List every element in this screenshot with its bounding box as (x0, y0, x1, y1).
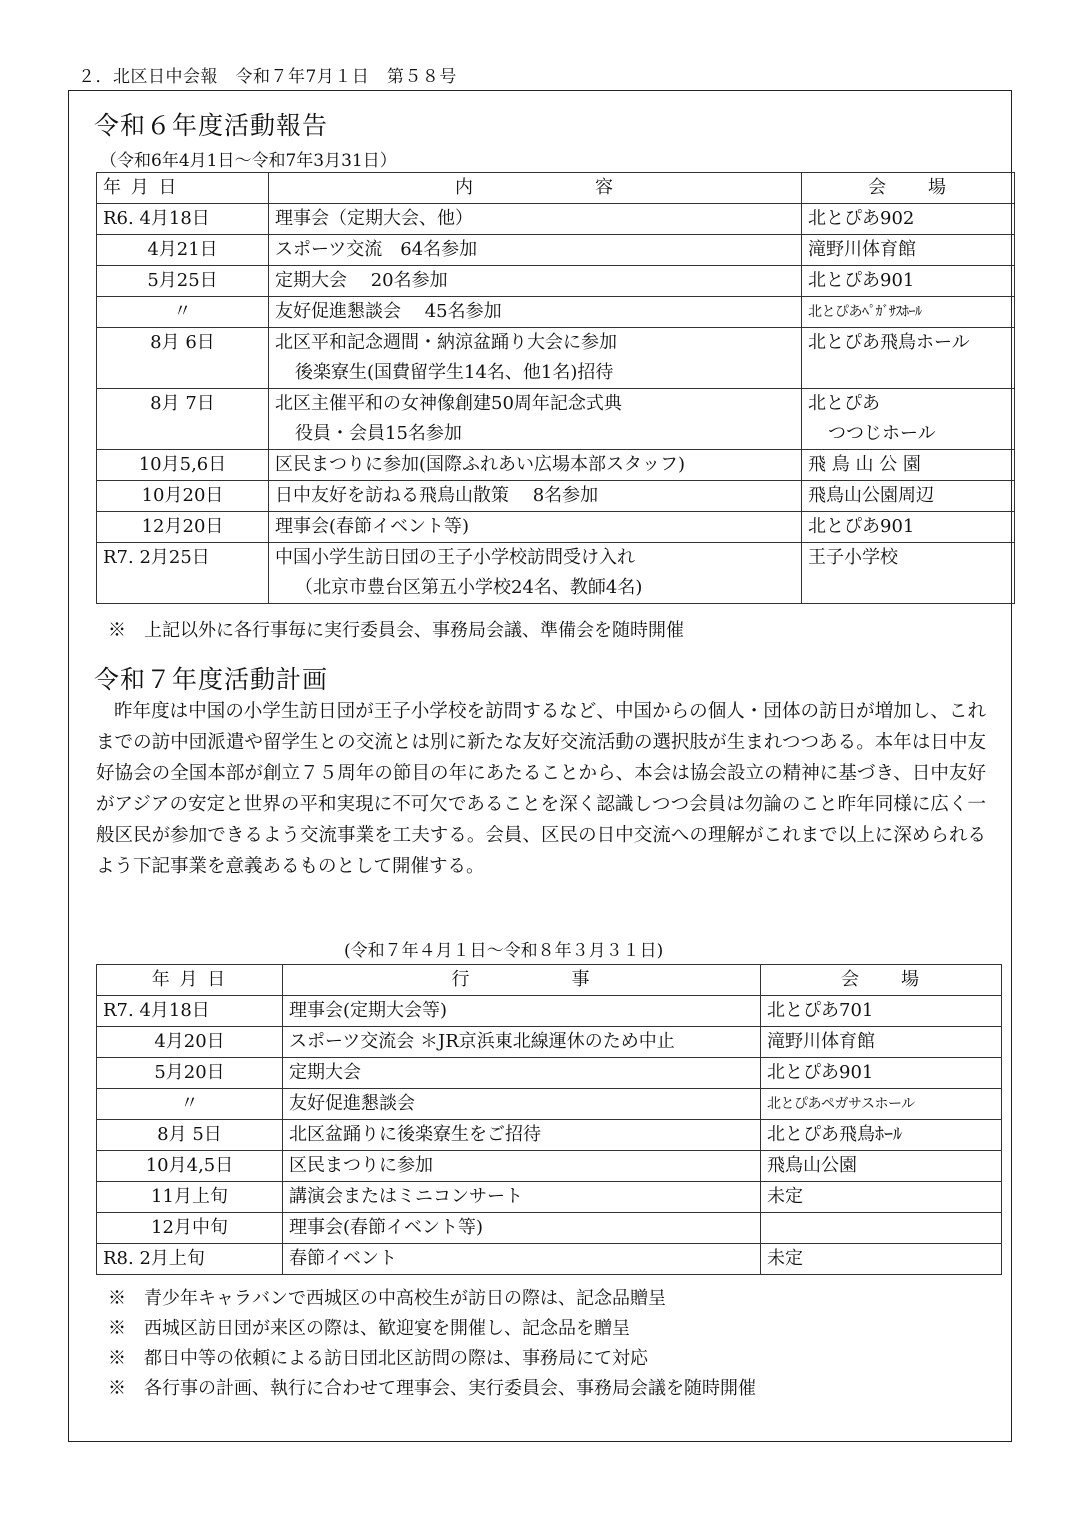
row-content: 理事会(春節イベント等) (283, 1213, 761, 1244)
row-content-line: 友好促進懇談会 45名参加 (275, 301, 502, 322)
row-venue-line: 王子小学校 (808, 547, 898, 568)
row-date: 10月5,6日 (97, 450, 269, 481)
row-date: 4月21日 (97, 235, 269, 266)
row-venue (802, 481, 1015, 512)
row-venue (802, 450, 1015, 481)
table-row (97, 204, 1015, 235)
report-title: 令和６年度活動報告 (94, 111, 329, 140)
row-venue (802, 235, 1015, 266)
row-content: 講演会またはミニコンサート (283, 1182, 761, 1213)
row-date: R7. 4月18日 (97, 996, 283, 1027)
header-content: 行 事 (283, 965, 761, 996)
row-date: R8. 2月上旬 (97, 1244, 283, 1275)
row-content: スポーツ交流会 ＊JR京浜東北線運休のため中止 (283, 1027, 761, 1058)
table-row (97, 1120, 1002, 1151)
plan-note: ※ 青少年キャラバンで西城区の中高校生が訪日の際は、記念品贈呈 (108, 1288, 666, 1309)
table-row (97, 1182, 1002, 1213)
row-venue (761, 1213, 1002, 1244)
row-content-line: 北区主催平和の女神像創建50周年記念式典 (275, 393, 622, 414)
table-row (97, 450, 1015, 481)
row-content (269, 204, 802, 235)
row-date: 8月 6日 (97, 328, 269, 389)
table-row (97, 1027, 1002, 1058)
row-content (269, 481, 802, 512)
header-content: 内 容 (269, 173, 802, 204)
table-row (97, 543, 1015, 604)
row-date: 11月上旬 (97, 1182, 283, 1213)
row-content-line: 日中友好を訪ねる飛鳥山散策 8名参加 (275, 485, 599, 506)
row-content (269, 389, 802, 450)
row-date: 4月20日 (97, 1027, 283, 1058)
row-content: 春節イベント (283, 1244, 761, 1275)
row-content-subline: 後楽寮生(国費留学生14名、他1名)招待 (295, 362, 614, 383)
row-content: 理事会(定期大会等) (283, 996, 761, 1027)
row-date: R7. 2月25日 (97, 543, 269, 604)
row-venue-line: 滝野川体育館 (808, 239, 916, 260)
row-venue (802, 543, 1015, 604)
row-date: 8月 5日 (97, 1120, 283, 1151)
row-venue (802, 512, 1015, 543)
table-row (97, 996, 1002, 1027)
row-venue-subline: つつじホール (828, 423, 936, 444)
report-period: （令和6年4月1日～令和7年3月31日） (100, 151, 397, 171)
row-date: 8月 7日 (97, 389, 269, 450)
row-date: 10月4,5日 (97, 1151, 283, 1182)
row-date: 12月中旬 (97, 1213, 283, 1244)
row-content: 区民まつりに参加 (283, 1151, 761, 1182)
table-row (97, 481, 1015, 512)
row-venue-line: 北とぴあ (808, 393, 880, 414)
report-header-row (97, 173, 1015, 204)
table-row (97, 1089, 1002, 1120)
row-date: 5月20日 (97, 1058, 283, 1089)
row-content (269, 297, 802, 328)
row-content: 定期大会 (283, 1058, 761, 1089)
row-content-line: 定期大会 20名参加 (275, 270, 448, 291)
row-venue (802, 266, 1015, 297)
table-row (97, 328, 1015, 389)
row-content (269, 450, 802, 481)
plan-paragraph: 昨年度は中国の小学生訪日団が王子小学校を訪問するなど、中国からの個人・団体の訪日が増加し、これまでの訪中団派遣や留学生との交流とは別に新たな友好交流活動の選択肢が生まれつつある。本年は日中友好協会の全国本部が創立７５周年の節目の年にあたることから、本会は協会設立の精神に基づき、日中友好がアジアの安定と世界の平和実現に不可欠であることを深く認識しつつ会員は勿論のこと昨年同様に広く一般区民が参加できるよう交流事業を工夫する。会員、区民の日中交流への理解がこれまで以上に深められるよう下記事業を意義あるものとして開催する。 (96, 701, 986, 877)
table-row (97, 1058, 1002, 1089)
table-row (97, 1151, 1002, 1182)
row-venue: 北とぴあ701 (761, 996, 1002, 1027)
header-venue: 会 場 (802, 173, 1015, 204)
row-content: 友好促進懇談会 (283, 1089, 761, 1120)
row-venue-line: 飛 鳥 山 公 園 (808, 454, 921, 475)
row-venue-line: 北とぴあ902 (808, 208, 915, 229)
row-venue: 北とぴあ飛鳥ﾎｰﾙ (761, 1120, 1002, 1151)
row-venue-line: 飛鳥山公園周辺 (808, 485, 934, 506)
table-row (97, 1213, 1002, 1244)
table-row (97, 266, 1015, 297)
row-venue (802, 328, 1015, 389)
row-content-line: 理事会(春節イベント等) (275, 516, 470, 537)
row-venue-line: 北とぴあ901 (808, 516, 915, 537)
row-content: 北区盆踊りに後楽寮生をご招待 (283, 1120, 761, 1151)
row-venue: 飛鳥山公園 (761, 1151, 1002, 1182)
row-content (269, 328, 802, 389)
row-venue: 北とぴあ901 (761, 1058, 1002, 1089)
table-row (97, 512, 1015, 543)
row-venue (802, 204, 1015, 235)
plan-note: ※ 各行事の計画、執行に合わせて理事会、実行委員会、事務局会議を随時開催 (108, 1378, 756, 1399)
table-row (97, 235, 1015, 266)
plan-notes (108, 1284, 756, 1404)
plan-period: (令和７年４月１日～令和８年３月３１日) (344, 941, 664, 961)
row-venue: 未定 (761, 1182, 1002, 1213)
row-content-line: 区民まつりに参加(国際ふれあい広場本部スタッフ) (275, 454, 686, 475)
row-content-subline: （北京市豊台区第五小学校24名、教師4名) (295, 577, 643, 598)
row-venue (802, 297, 1015, 328)
row-venue: 滝野川体育館 (761, 1027, 1002, 1058)
page-header: ２．北区日中会報 令和７年7月１日 第５８号 (78, 67, 457, 87)
row-content (269, 543, 802, 604)
plan-table (96, 964, 1002, 1275)
row-content-line: 北区平和記念週間・納涼盆踊り大会に参加 (275, 332, 617, 353)
row-date: 12月20日 (97, 512, 269, 543)
row-date: R6. 4月18日 (97, 204, 269, 235)
row-date: 10月20日 (97, 481, 269, 512)
table-row (97, 389, 1015, 450)
row-date: 5月25日 (97, 266, 269, 297)
plan-header-row (97, 965, 1002, 996)
plan-note: ※ 都日中等の依頼による訪日団北区訪問の際は、事務局にて対応 (108, 1348, 648, 1369)
header-date: 年 月 日 (97, 965, 283, 996)
row-venue: 北とぴあペガサスホール (761, 1089, 1002, 1120)
row-date: 〃 (97, 1089, 283, 1120)
row-date: 〃 (97, 297, 269, 328)
report-note: ※ 上記以外に各行事毎に実行委員会、事務局会議、準備会を随時開催 (108, 620, 684, 641)
row-venue (802, 389, 1015, 450)
table-row (97, 297, 1015, 328)
row-venue: 未定 (761, 1244, 1002, 1275)
table-row (97, 1244, 1002, 1275)
row-content-line: 中国小学生訪日団の王子小学校訪問受け入れ (275, 547, 635, 568)
row-venue-line: 北とぴあ901 (808, 270, 915, 291)
report-table (96, 172, 1015, 604)
row-content-line: スポーツ交流 64名参加 (275, 239, 478, 260)
plan-title: 令和７年度活動計画 (94, 665, 329, 694)
row-venue-line: 北とぴあ飛鳥ホール (808, 332, 970, 353)
header-venue: 会 場 (761, 965, 1002, 996)
header-date: 年 月 日 (97, 173, 269, 204)
row-content (269, 266, 802, 297)
row-content-line: 理事会（定期大会、他） (275, 208, 473, 229)
plan-note: ※ 西城区訪日団が来区の際は、歓迎宴を開催し、記念品を贈呈 (108, 1318, 630, 1339)
row-content (269, 512, 802, 543)
row-venue-line: 北とぴあﾍﾟｶﾞｻｽﾎｰﾙ (808, 304, 922, 320)
row-content (269, 235, 802, 266)
row-content-subline: 役員・会員15名参加 (295, 423, 462, 444)
